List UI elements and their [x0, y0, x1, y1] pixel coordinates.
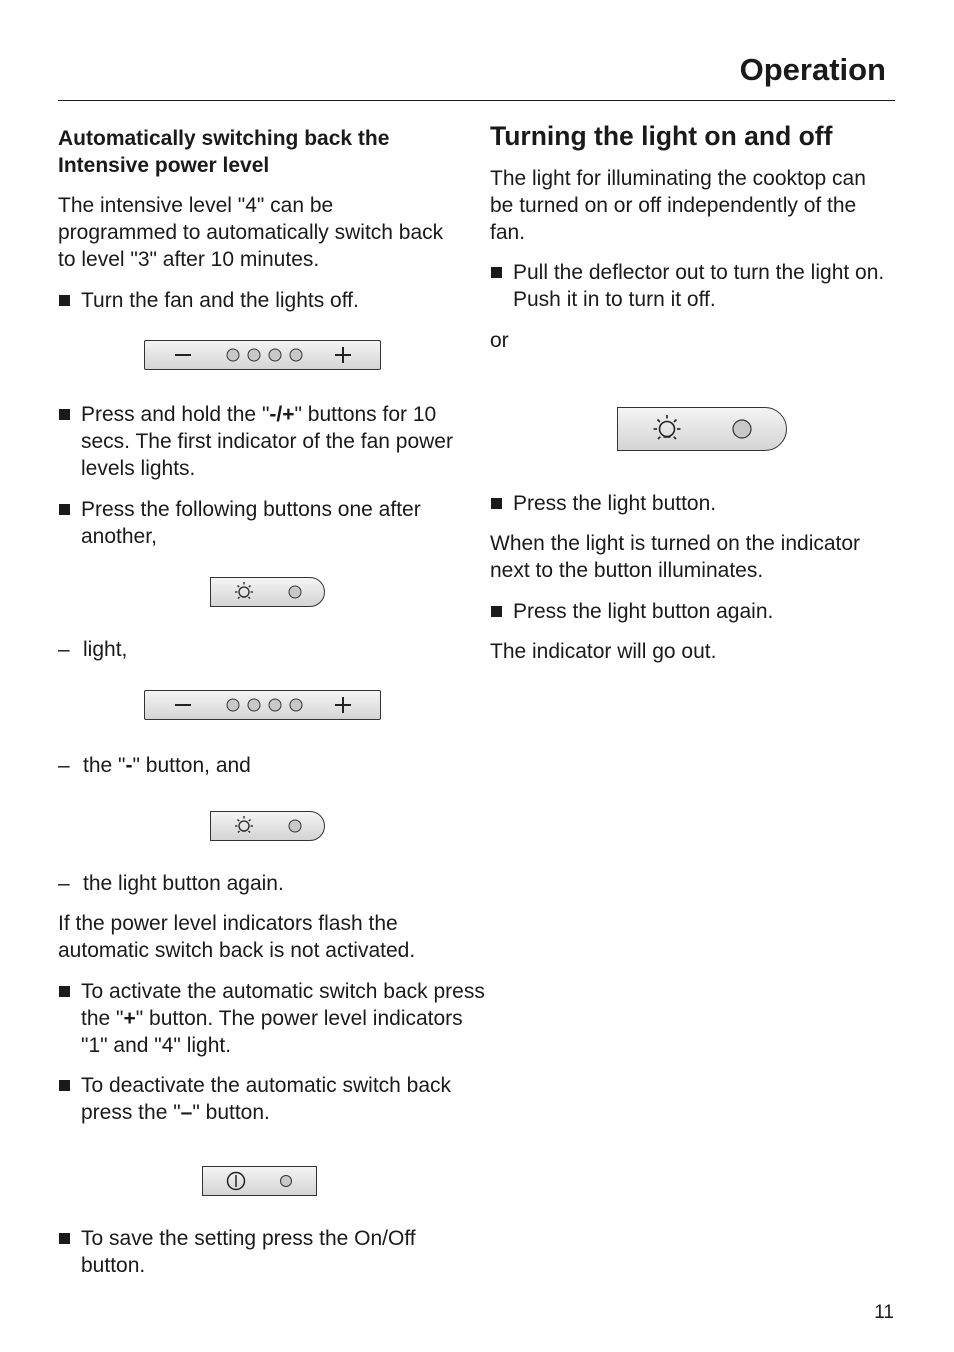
light-intro: The light for illuminating the cooktop can be turned on or off independently of the fan. [490, 167, 866, 244]
power-icon [228, 1173, 245, 1190]
bullet-save: To save the setting press the On/Off button. [58, 1225, 481, 1279]
bullet-icon [59, 295, 70, 306]
indicator-dot [290, 349, 302, 361]
bullet-turn-off: Turn the fan and the lights off. [58, 287, 481, 314]
bullet-icon [59, 1233, 70, 1244]
light-bulb-icon [235, 582, 253, 599]
fan-control-panel [144, 690, 381, 720]
dash-light-again: – the light button again. [58, 872, 284, 895]
auto-switch-intro: The intensive level "4" can be programmed to automatically switch back to level "3" after 10 minutes. [58, 194, 444, 271]
bullet-icon [59, 1080, 70, 1091]
indicator-dot [281, 1176, 292, 1187]
on-off-button-panel [202, 1166, 317, 1196]
bullet-press-light-again: Press the light button again. [490, 598, 913, 625]
bullet-icon [491, 606, 502, 617]
bullet-deflector: Pull the deflector out to turn the light on. Push it in to turn it off. [490, 259, 913, 313]
indicator-dot [227, 349, 239, 361]
bullet-activate: To activate the automatic switch back press the "+" button. The power level indicators "1" and "4" light. [58, 978, 486, 1059]
light-button-panel [210, 811, 325, 841]
light-bulb-icon [235, 816, 253, 833]
indicator-dot [269, 349, 281, 361]
bullet-press-hold: Press and hold the "-/+" buttons for 10 secs. The first indicator of the fan power levels lights. [58, 401, 481, 482]
indicator-out-note: The indicator will go out. [490, 640, 717, 663]
indicator-dot [290, 699, 302, 711]
indicator-note: When the light is turned on the indicator next to the button illuminates. [490, 532, 861, 582]
flash-note: If the power level indicators flash the automatic switch back is not activated. [58, 912, 416, 962]
light-button-panel-large [617, 407, 787, 451]
indicator-dot [227, 699, 239, 711]
indicator-dot [269, 699, 281, 711]
bullet-icon [59, 409, 70, 420]
page-number: 11 [874, 1302, 894, 1323]
bullet-icon [59, 504, 70, 515]
bullet-icon [59, 986, 70, 997]
bullet-icon [491, 267, 502, 278]
page-title: Operation [739, 52, 886, 87]
fan-control-panel [144, 340, 381, 370]
dash-minus-button: – the "-" button, and [58, 754, 251, 777]
or-text: or [490, 329, 509, 352]
section-heading-light: Turning the light on and off [490, 121, 833, 151]
indicator-dot [248, 349, 260, 361]
indicator-dot [289, 820, 301, 832]
header-rule [58, 100, 895, 101]
bullet-press-following: Press the following buttons one after another, [58, 496, 481, 550]
dash-light: – light, [58, 638, 128, 661]
light-button-panel [210, 577, 325, 607]
section-heading-auto-switch: Automatically switching back the Intensive power level [58, 127, 390, 177]
plus-icon [335, 347, 351, 363]
indicator-dot [248, 699, 260, 711]
indicator-dot [289, 586, 301, 598]
plus-icon [335, 697, 351, 713]
bullet-deactivate: To deactivate the automatic switch back press the "–" button. [58, 1072, 481, 1126]
bullet-press-light: Press the light button. [490, 490, 913, 517]
light-bulb-icon [654, 415, 681, 439]
indicator-dot [733, 420, 751, 438]
bullet-icon [491, 498, 502, 509]
